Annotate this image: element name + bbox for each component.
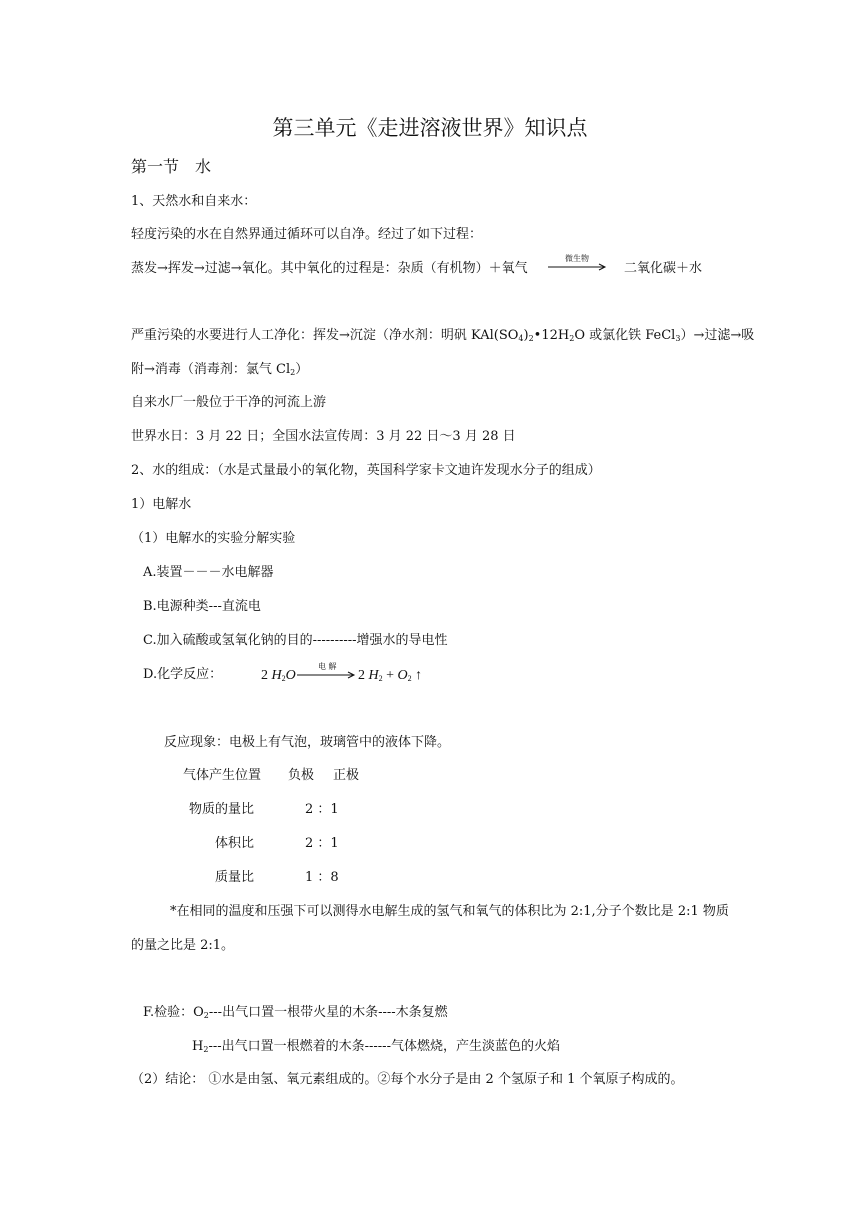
paragraph: （1）电解水的实验分解实验 <box>131 531 296 546</box>
text: ) <box>523 328 529 343</box>
symbol: O <box>285 668 296 683</box>
list-item-b: B.电源种类---直流电 <box>143 599 261 614</box>
subscript: 2 <box>203 1045 209 1054</box>
subscript: 4 <box>518 334 524 343</box>
equation-products <box>358 667 422 685</box>
table-header-position: 气体产生位置 <box>183 768 262 783</box>
test-oxygen <box>143 1004 448 1022</box>
table-row-label: 体积比 <box>215 836 255 851</box>
coefficient: 2 <box>261 668 268 683</box>
equation-arrow <box>296 662 358 682</box>
paragraph: 1、天然水和自来水： <box>131 194 257 209</box>
table-row-value: 2 ：1 <box>305 802 339 817</box>
note-line: *在相同的温度和压强下可以测得水电解生成的氢气和氧气的体积比为 2:1,分子个数比是 2:1 物质 <box>170 904 729 919</box>
text: 附→消毒（消毒剂：氯气 Cl <box>131 362 291 377</box>
symbol: H <box>368 668 379 683</box>
note-line: 的量之比是 2:1。 <box>131 938 235 953</box>
text: F.检验：O <box>143 1005 204 1020</box>
subscript: 2 <box>407 674 412 683</box>
gas-arrow-icon: ↑ <box>415 668 423 683</box>
table-row-label: 质量比 <box>215 870 255 885</box>
paragraph: 轻度污染的水在自然界通过循环可以自净。经过了如下过程： <box>131 227 483 242</box>
table-row-value: 1 ：8 <box>305 870 339 885</box>
arrow-condition-label: 微生物 <box>565 254 589 263</box>
oxidation-product: 二氧化碳＋水 <box>624 261 703 276</box>
text: ） <box>295 362 309 377</box>
subscript: 2 <box>290 368 296 377</box>
table-row-label: 物质的量比 <box>189 802 255 817</box>
coefficient: 2 <box>358 668 365 683</box>
electrolysis-equation <box>261 667 296 685</box>
text: O 或氯化铁 FeCl <box>574 328 676 343</box>
text: H <box>192 1039 204 1054</box>
paragraph: 世界水日：3 月 22 日；全国水法宣传周：3 月 22 日～3 月 28 日 <box>131 429 516 444</box>
text: •12H <box>533 328 570 343</box>
table-header-positive: 正极 <box>333 768 360 783</box>
paragraph-purification-2 <box>131 361 308 379</box>
subscript: 2 <box>203 1011 209 1020</box>
paragraph-oxidation <box>131 260 528 278</box>
plus-sign: + <box>386 668 395 683</box>
section-heading: 第一节 水 <box>131 157 212 176</box>
oxidation-text: 蒸发→挥发→过滤→氧化。其中氧化的过程是：杂质（有机物）＋氧气 <box>131 261 528 276</box>
reaction-arrow <box>547 254 609 274</box>
test-hydrogen <box>192 1038 560 1056</box>
table-row-value: 2 ：1 <box>305 836 339 851</box>
list-item-d: D.化学反应： <box>143 667 223 682</box>
subscript: 3 <box>675 334 681 343</box>
table-header-negative: 负极 <box>288 768 315 783</box>
subscript: 2 <box>528 334 534 343</box>
list-item-c: C.加入硫酸或氢氧化钠的目的----------增强水的导电性 <box>143 633 448 648</box>
paragraph: 自来水厂一般位于干净的河流上游 <box>131 395 327 410</box>
text: ）→过滤→吸 <box>680 328 755 343</box>
conclusion: （2）结论： ①水是由氢、氧元素组成的。②每个水分子是由 2 个氢原子和 1 个氧原子构成的。 <box>131 1072 684 1087</box>
paragraph-purification-1 <box>131 327 754 345</box>
symbol: O <box>397 668 408 683</box>
text: ---出气口置一根带火星的木条----木条复燃 <box>208 1005 448 1020</box>
reaction-phenomenon: 反应现象：电极上有气泡，玻璃管中的液体下降。 <box>164 735 451 750</box>
paragraph: 2、水的组成：（水是式量最小的氧化物，英国科学家卡文迪许发现水分子的组成） <box>131 463 601 478</box>
subscript: 2 <box>378 674 383 683</box>
symbol: H <box>271 668 282 683</box>
arrow-condition-label: 电 解 <box>318 662 337 671</box>
text: ---出气口置一根燃着的木条------气体燃烧，产生淡蓝色的火焰 <box>208 1039 560 1054</box>
subscript: 2 <box>281 674 286 683</box>
subscript: 2 <box>569 334 575 343</box>
document-title: 第三单元《走进溶液世界》知识点 <box>272 116 588 140</box>
right-arrow-icon <box>296 662 358 682</box>
list-item-a: A.装置－－－水电解器 <box>143 565 274 580</box>
text: 严重污染的水要进行人工净化：挥发→沉淀（净水剂：明矾 KAl(SO <box>131 328 519 343</box>
paragraph: 1）电解水 <box>131 497 192 512</box>
right-arrow-icon <box>547 254 609 274</box>
